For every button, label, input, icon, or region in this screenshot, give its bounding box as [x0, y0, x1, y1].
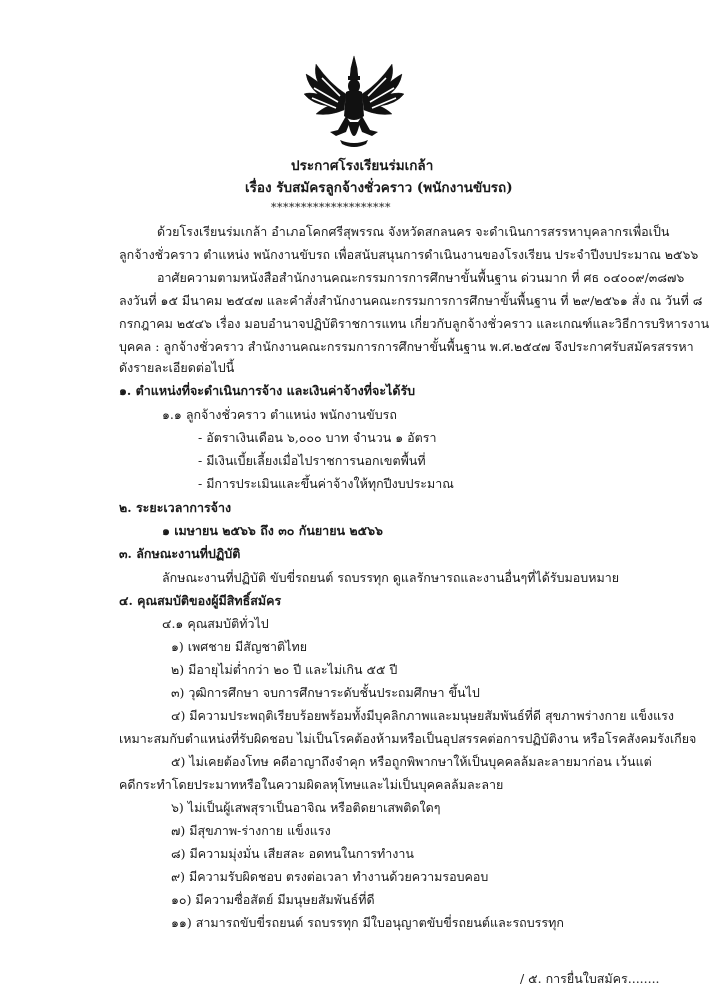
intro-line: ด้วยโรงเรียนร่มเกล้า อำเภอโคกศรีสุพรรณ จังหวัดสกลนคร จะดำเนินการสรรหาบุคลากรเพื่อเป็น [157, 224, 670, 239]
section-heading: ๒. ระยะเวลาการจ้าง [119, 500, 232, 515]
list-item: ๘) มีความมุ่งมั่น เสียสละ อดทนในการทำงาน [171, 846, 414, 861]
separator: ******************** [271, 201, 391, 214]
list-item-continuation: คดีกระทำโดยประมาทหรือในความผิดลหุโทษและไม่เป็นบุคคลล้มละลาย [119, 777, 504, 792]
intro-line: บุคคล : ลูกจ้างชั่วคราว สำนักงานคณะกรรมการการศึกษาขั้นพื้นฐาน พ.ศ.๒๕๔๗ จึงประกาศรับสมัครสรรหา [119, 339, 694, 354]
employment-period: ๑ เมษายน ๒๕๖๖ ถึง ๓๐ กันยายน ๒๕๖๖ [162, 523, 383, 538]
list-item: ๒) มีอายุไม่ต่ำกว่า ๒๐ ปี และไม่เกิน ๕๕ ปี [171, 662, 398, 677]
intro-line: ดังรายละเอียดต่อไปนี้ [119, 360, 235, 375]
document-subject: เรื่อง รับสมัครลูกจ้างชั่วคราว (พนักงานขับรถ) [245, 180, 513, 196]
list-item: ๕) ไม่เคยต้องโทษ คดีอาญาถึงจำคุก หรือถูกพิพากษาให้เป็นบุคคลล้มละลายมาก่อน เว้นแต่ [171, 754, 652, 769]
list-item: ๔) มีความประพฤติเรียบร้อยพร้อมทั้งมีบุคลิกภาพและมนุษยสัมพันธ์ที่ดี สุขภาพร่างกาย แข็งแรง [171, 708, 674, 723]
intro-line: กรกฎาคม ๒๕๔๖ เรื่อง มอบอำนาจปฏิบัติราชการแทน เกี่ยวกับลูกจ้างชั่วคราว และเกณฑ์และวิธีการบริหารงาน [119, 316, 710, 331]
section-heading: ๑. ตำแหน่งที่จะดำเนินการจ้าง และเงินค่าจ้างที่จะได้รับ [119, 383, 416, 398]
intro-line: ลูกจ้างชั่วคราว ตำแหน่ง พนักงานขับรถ เพื่อสนับสนุนการดำเนินงานของโรงเรียน ประจำปีงบประมาณ ๒๕๖๖ [119, 247, 699, 262]
list-item-continuation: เหมาะสมกับตำแหน่งที่รับผิดชอบ ไม่เป็นโรคต้องห้ามหรือเป็นอุปสรรคต่อการปฏิบัติงาน หรือโรคสังคมรังเกียจ [119, 731, 697, 746]
intro-line: อาศัยความตามหนังสือสำนักงานคณะกรรมการการศึกษาขั้นพื้นฐาน ด่วนมาก ที่ ศธ ๐๔๐๐๙/๓๘๗๖ [157, 270, 685, 285]
list-item: ๑๑) สามารถขับขี่รถยนต์ รถบรรทุก มีใบอนุญาตขับขี่รถยนต์และรถบรรทุก [171, 915, 564, 930]
section-subheading: ๔.๑ คุณสมบัติทั่วไป [162, 616, 269, 631]
page-continuation: / ๕. การยื่นใบสมัคร........ [520, 971, 660, 986]
list-item: ๗) มีสุขภาพ-ร่างกาย แข็งแรง [171, 823, 331, 838]
list-item: ๑) เพศชาย มีสัญชาติไทย [171, 639, 308, 654]
list-item: - มีเงินเบี้ยเลี้ยงเมื่อไปราชการนอกเขตพื้นที่ [198, 453, 426, 468]
garuda-emblem-icon [300, 54, 408, 152]
list-item: - มีการประเมินและขึ้นค่าจ้างให้ทุกปีงบประมาณ [198, 476, 454, 491]
list-item: ๑๐) มีความซื่อสัตย์ มีมนุษยสัมพันธ์ที่ดี [171, 892, 375, 907]
section-heading: ๔. คุณสมบัติของผู้มีสิทธิ์สมัคร [119, 593, 282, 608]
intro-line: ลงวันที่ ๑๕ มีนาคม ๒๕๔๗ และคำสั่งสำนักงานคณะกรรมการการศึกษาขั้นพื้นฐาน ที่ ๒๙/๒๕๖๑ สั่ง ณ วันที่ ๘ [119, 293, 703, 308]
list-item: - อัตราเงินเดือน ๖,๐๐๐ บาท จำนวน ๑ อัตรา [198, 430, 437, 445]
section-heading: ๓. ลักษณะงานที่ปฏิบัติ [119, 546, 241, 561]
list-item: ๙) มีความรับผิดชอบ ตรงต่อเวลา ทำงานด้วยความรอบคอบ [171, 869, 489, 884]
list-item: ๓) วุฒิการศึกษา จบการศึกษาระดับชั้นประถมศึกษา ขึ้นไป [171, 685, 480, 700]
section-subheading: ๑.๑ ลูกจ้างชั่วคราว ตำแหน่ง พนักงานขับรถ [162, 407, 397, 422]
document-title: ประกาศโรงเรียนร่มเกล้า [291, 158, 434, 174]
job-description: ลักษณะงานที่ปฏิบัติ ขับขี่รถยนต์ รถบรรทุก ดูแลรักษารถและงานอื่นๆที่ได้รับมอบหมาย [162, 570, 620, 585]
list-item: ๖) ไม่เป็นผู้เสพสุราเป็นอาจิณ หรือติดยาเสพติดใดๆ [171, 800, 441, 815]
